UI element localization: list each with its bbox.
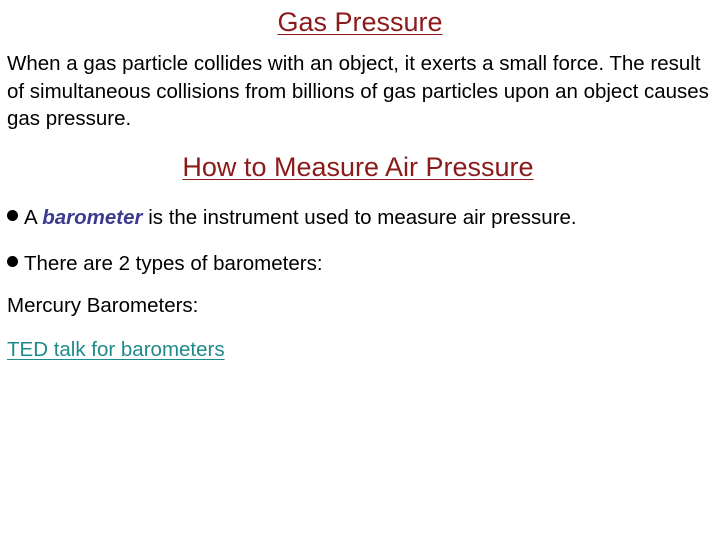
bullet-item-barometer [7,204,577,232]
intro-paragraph: When a gas particle collides with an object, it exerts a small force. The result of simultaneous collisions from billions of gas particles upon an object causes gas pressure. [7,52,709,130]
barometer-term: barometer [42,206,143,229]
bullet-item-types [7,250,323,278]
bullet-text: There are 2 types of barometers: [24,252,323,275]
section-subtitle: How to Measure Air Pressure [182,152,534,182]
bullet-text-prefix: A [24,206,43,229]
page-title: Gas Pressure [277,7,443,37]
bullet-icon [7,210,18,221]
bullet-text-suffix: is the instrument used to measure air pressure. [142,206,577,229]
bullet-icon [7,256,18,267]
mercury-barometers-label: Mercury Barometers: [7,294,199,317]
ted-talk-link[interactable]: TED talk for barometers [7,338,225,361]
